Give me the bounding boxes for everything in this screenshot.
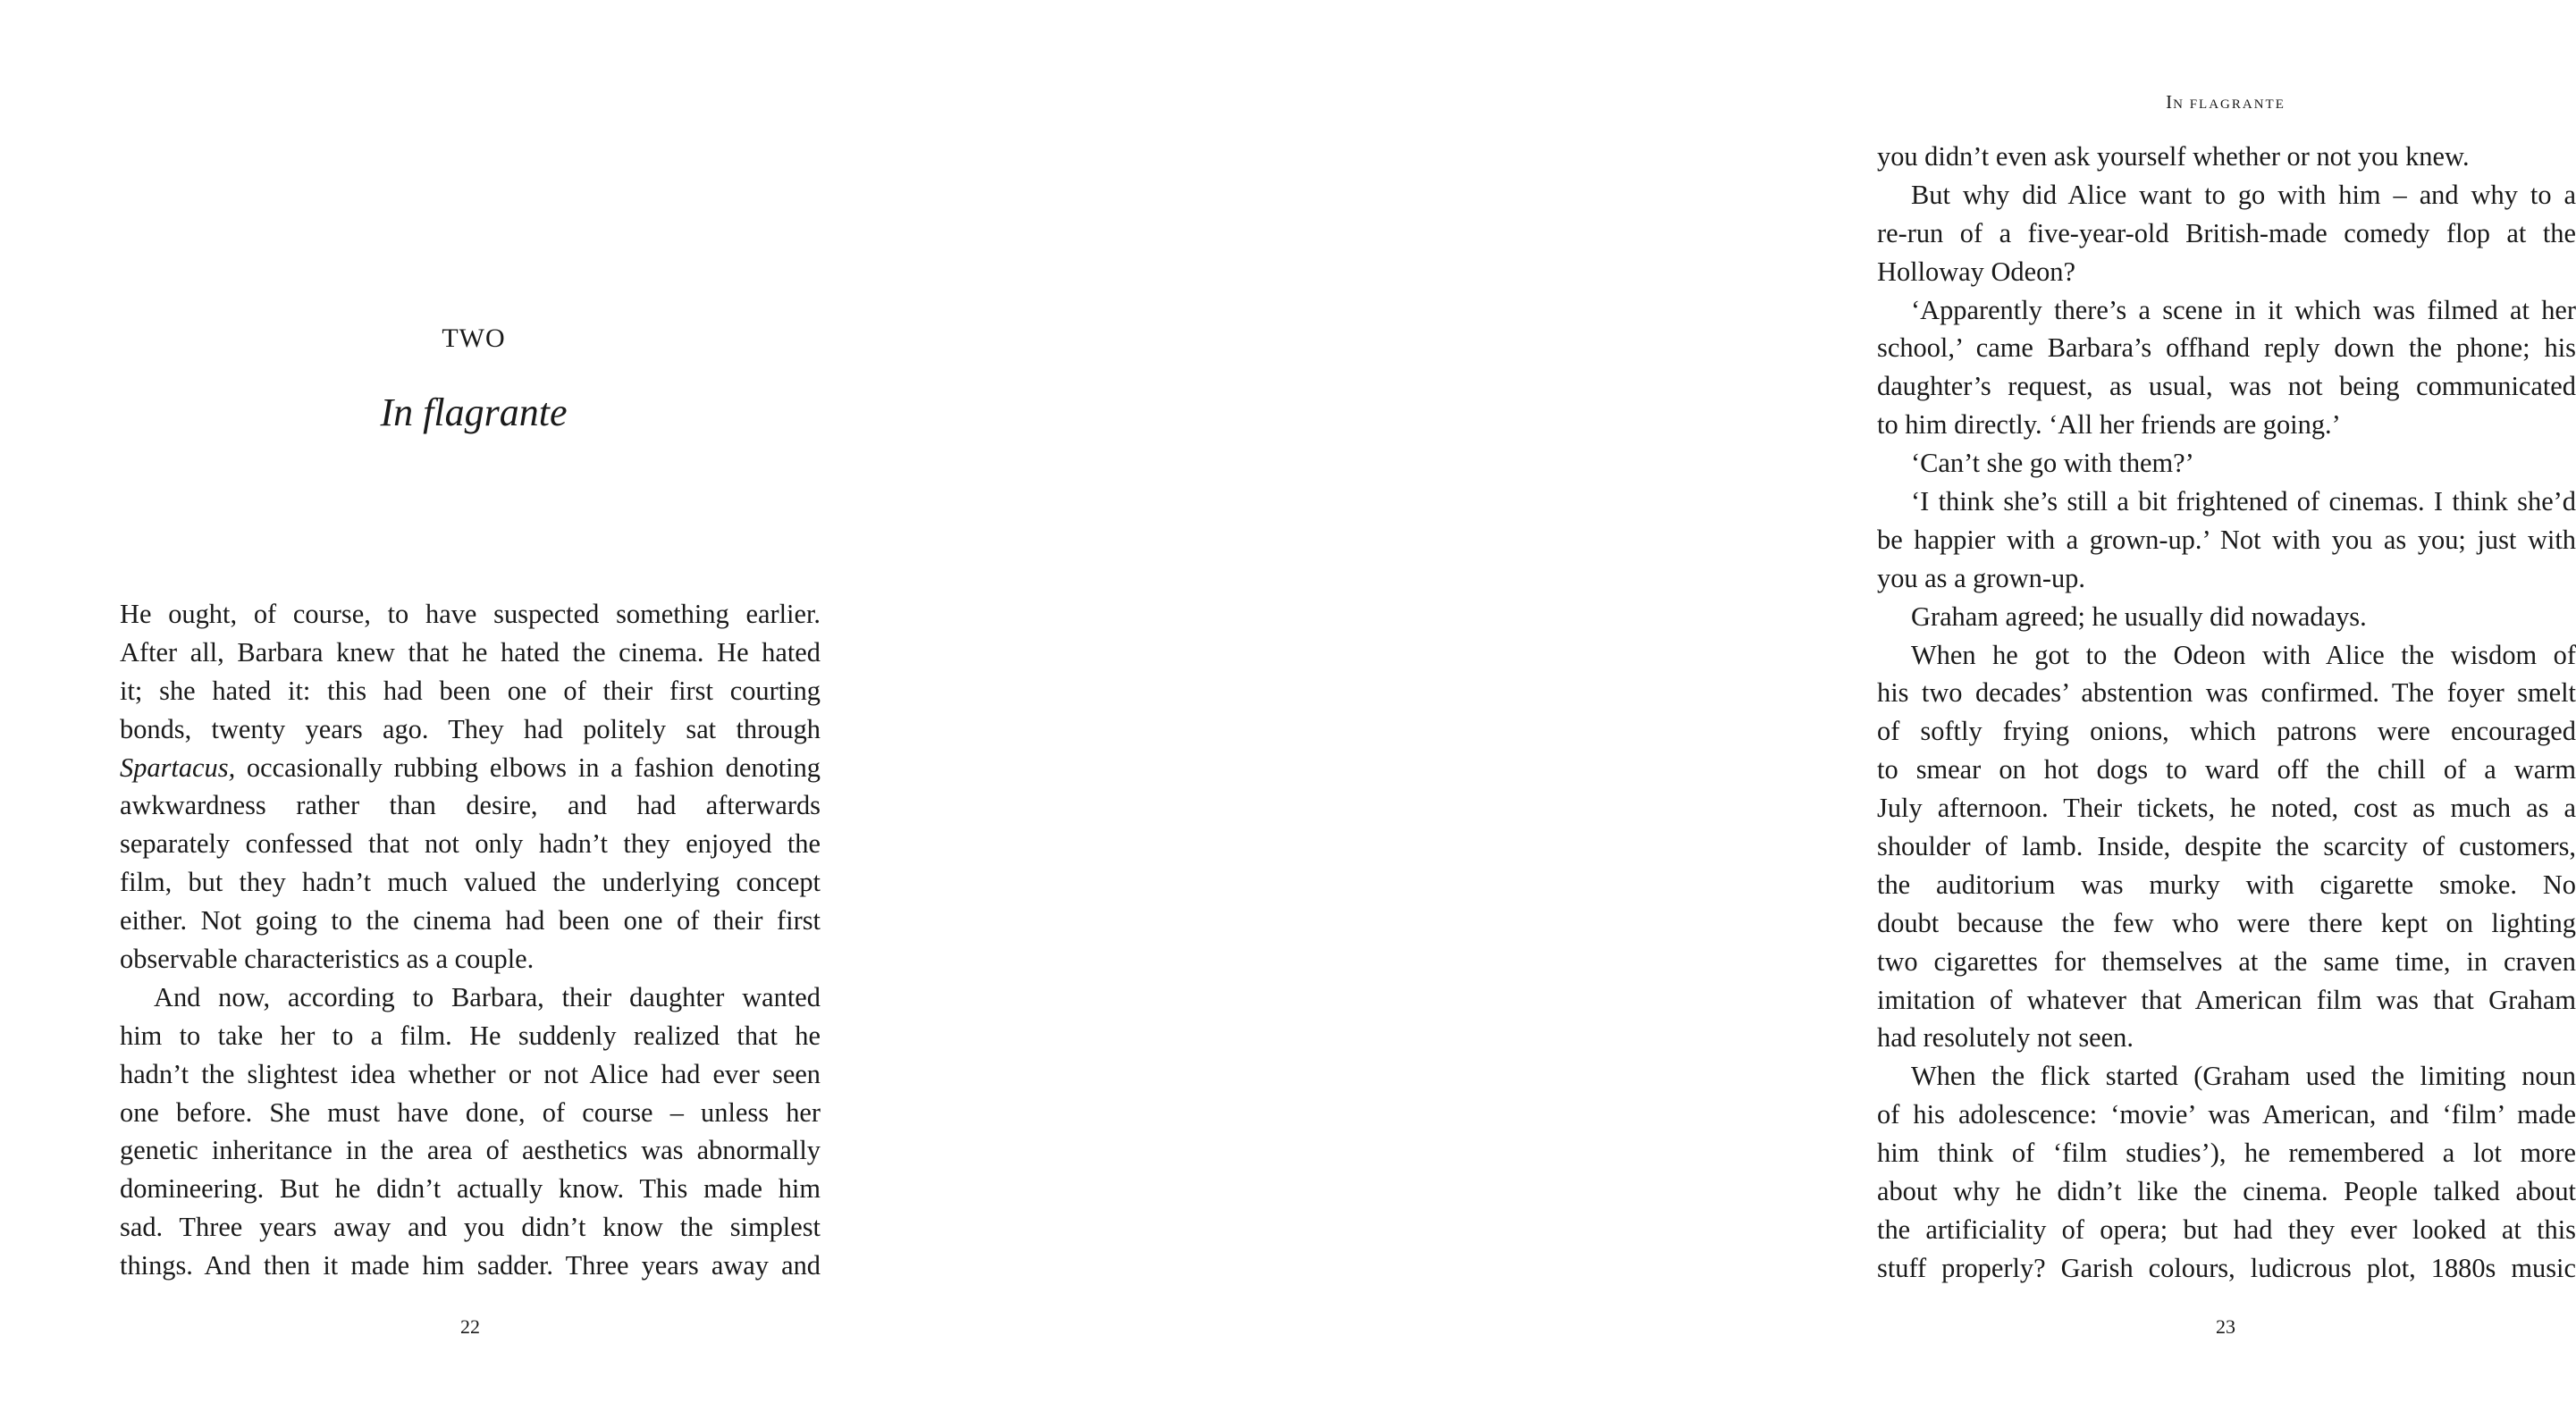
- text-line: him to take her to a film. He suddenly realized that he: [120, 1020, 821, 1051]
- text-line: bonds, twenty years ago. They had politely sat through: [120, 713, 821, 744]
- text-line: of softly frying onions, which patrons were encouraged: [1877, 716, 2576, 747]
- text-line: doubt because the few who were there kept on lighting: [1877, 907, 2576, 938]
- text-line: it; she hated it: this had been one of their first courting: [120, 675, 821, 706]
- text-line: When the flick started (Graham used the limiting noun: [1911, 1061, 2576, 1092]
- text-line: He ought, of course, to have suspected something earlier.: [120, 599, 821, 629]
- text-line: separately confessed that not only hadn’t they enjoyed the: [120, 828, 821, 860]
- text-line: [120, 749, 821, 787]
- right-page: [894, 0, 2576, 1411]
- running-head: [2136, 93, 2315, 112]
- chapter-title: In flagrante: [380, 391, 568, 434]
- running-head-rest: N FLAGRANTE: [2173, 97, 2286, 112]
- right-body-text: [1877, 138, 2576, 1288]
- italic-title: Spartacus,: [120, 752, 236, 783]
- text-line: Graham agreed; he usually did nowadays.: [1911, 601, 2367, 632]
- running-head-initial: I: [2166, 91, 2174, 113]
- text-line: you as a grown-up.: [1877, 562, 2085, 593]
- text-line: be happier with a grown-up.’ Not with you as you; just with: [1877, 524, 2576, 555]
- text-line: the artificiality of opera; but had they ever looked at this: [1877, 1214, 2576, 1245]
- text-line: stuff properly? Garish colours, ludicrous plot, 1880s music: [1877, 1252, 2576, 1283]
- text-line: school,’ came Barbara’s offhand reply down the phone; his: [1877, 332, 2576, 364]
- text-line: to smear on hot dogs to ward off the chill of a warm: [1877, 754, 2576, 785]
- left-body-text: [120, 595, 821, 1285]
- chapter-number: TWO: [442, 323, 506, 353]
- text-line: him think of ‘film studies’), he remembered a lot more: [1877, 1138, 2576, 1169]
- text-line: one before. She must have done, of course – unless her: [120, 1096, 821, 1128]
- text-line: observable characteristics as a couple.: [120, 944, 535, 975]
- text-line: film, but they hadn’t much valued the underlying concept: [120, 867, 821, 898]
- text-line: the auditorium was murky with cigarette smoke. No: [1877, 869, 2576, 900]
- text-line: genetic inheritance in the area of aesthetics was abnormally: [120, 1135, 821, 1166]
- text-line: ‘Apparently there’s a scene in it which was filmed at her: [1911, 294, 2576, 325]
- text-line: imitation of whatever that American film was that Graham: [1877, 984, 2576, 1015]
- text-line: re-run of a five-year-old British-made comedy flop at the: [1877, 217, 2576, 248]
- text-line: But why did Alice want to go with him – and why to a: [1911, 179, 2576, 210]
- text-line: of his adolescence: ‘movie’ was American, and ‘film’ made: [1877, 1099, 2576, 1130]
- text-line: July afternoon. Their tickets, he noted, cost as much as a: [1877, 793, 2576, 824]
- text-line: awkwardness rather than desire, and had afterwards: [120, 790, 821, 821]
- text-line: ‘I think she’s still a bit frightened of cinemas. I think she’d: [1911, 486, 2576, 517]
- text-line: Holloway Odeon?: [1877, 256, 2075, 287]
- text-line: daughter’s request, as usual, was not being communicated: [1877, 371, 2576, 402]
- text-line: about why he didn’t like the cinema. People talked about: [1877, 1176, 2576, 1207]
- text-line: his two decades’ abstention was confirmed. The foyer smelt: [1877, 677, 2576, 709]
- text-line: either. Not going to the cinema had been one of their first: [120, 905, 821, 936]
- text-line: you didn’t even ask yourself whether or not you knew.: [1877, 141, 2470, 172]
- text-line: had resolutely not seen.: [1877, 1022, 2134, 1054]
- text-line: to him directly. ‘All her friends are going.’: [1877, 409, 2341, 441]
- page-number-right: 23: [2216, 1315, 2235, 1338]
- text-line: And now, according to Barbara, their daughter wanted: [154, 981, 821, 1012]
- text-line: sad. Three years away and you didn’t know the simplest: [120, 1212, 821, 1243]
- text-line: When he got to the Odeon with Alice the wisdom of: [1911, 639, 2576, 670]
- text-line: domineering. But he didn’t actually know. This made him: [120, 1173, 821, 1205]
- text-line: shoulder of lamb. Inside, despite the scarcity of customers,: [1877, 831, 2576, 862]
- left-page: [0, 0, 894, 1411]
- text-line: After all, Barbara knew that he hated the cinema. He hated: [120, 636, 821, 668]
- page-number-left: 22: [460, 1315, 480, 1338]
- text-line: two cigarettes for themselves at the same time, in craven: [1877, 945, 2576, 977]
- text-line: hadn’t the slightest idea whether or not Alice had ever seen: [120, 1058, 821, 1089]
- line-text: occasionally rubbing elbows in a fashion denoting: [235, 752, 821, 783]
- text-line: things. And then it made him sadder. Three years away and: [120, 1250, 821, 1281]
- text-line: ‘Can’t she go with them?’: [1911, 448, 2194, 479]
